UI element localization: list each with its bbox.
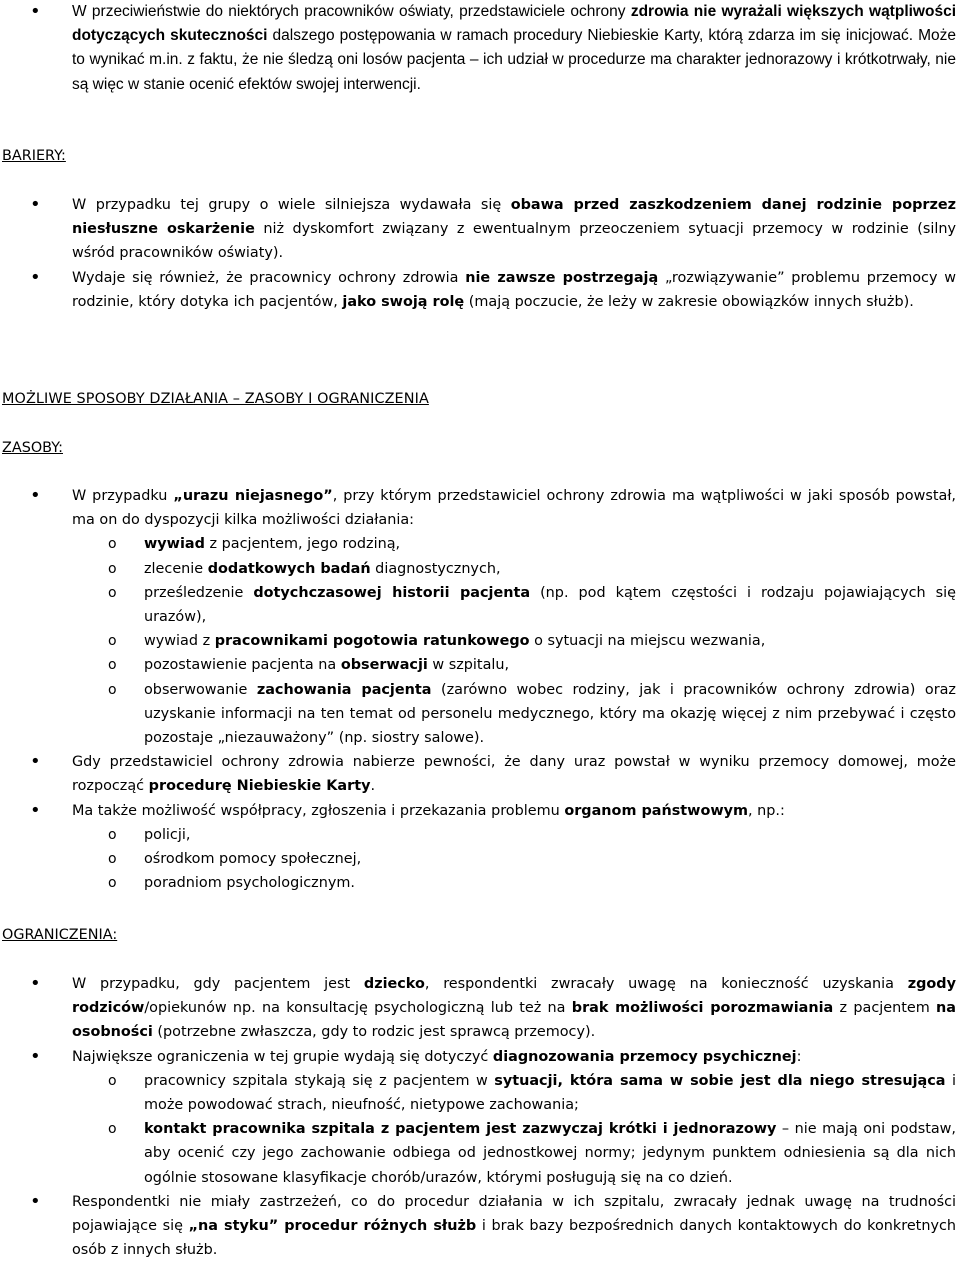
zasoby-sub-item: o wywiad z pacjentem, jego rodziną, [0,532,960,556]
zasoby-sub-item: o pozostawienie pacjenta na obserwacji w szpitalu, [0,653,960,677]
zasoby-label: ZASOBY: [2,440,63,456]
zasoby-organ-item: o poradniom psychologicznym. [0,871,960,895]
ograniczenia-bullet-1: • W przypadku, gdy pacjentem jest dziecko, respondentki zwracały uwagę na konieczność uzyskania zgody rodziców/opiekunów np. na konsultację psychologiczną lub też na brak możliwości porozmawiania z pacjentem na osobności (potrzebne zwłaszcza, gdy to rodzic jest sprawcą przemocy). [0,972,960,1045]
zasoby-bullet-2: • Gdy przedstawiciel ochrony zdrowia nabierze pewności, że dany uraz powstał w wyniku przemocy domowej, może rozpocząć procedurę Niebieskie Karty. [0,750,960,798]
bariery-label: BARIERY: [2,148,66,164]
zasoby-sub-item: o obserwowanie zachowania pacjenta (zarówno wobec rodziny, jak i pracowników ochrony zdrowia) oraz uzyskanie informacji na ten temat od personelu medycznego, który ma okazję więcej z nim przebywać i często pozostaje „niezauważony” (np. siostry salowe). [0,678,960,751]
section-heading: MOŻLIWE SPOSOBY DZIAŁANIA – ZASOBY I OGRANICZENIA [2,391,429,407]
intro-section [0,0,960,97]
zasoby-organ-item: o policji, [0,823,960,847]
zasoby-organ-item: o ośrodkom pomocy społecznej, [0,847,960,871]
zasoby-section [0,484,960,895]
bariery-section [0,193,960,314]
ograniczenia-label: OGRANICZENIA: [2,927,118,943]
zasoby-sub-item: o wywiad z pracownikami pogotowia ratunkowego o sytuacji na miejscu wezwania, [0,629,960,653]
intro-bullet: • W przeciwieństwie do niektórych pracowników oświaty, przedstawiciele ochrony zdrowia nie wyrażali większych wątpliwości dotyczących skuteczności dalszego postępowania w ramach procedury Niebieskie Karty, którą zdarza im się inicjować. Może to wynikać m.in. z faktu, że nie śledzą oni losów pacjenta – ich udział w procedurze ma charakter jednorazowy i krótkotrwały, nie są więc w stanie ocenić efektów swojej interwencji. [0,0,960,97]
zasoby-bullet-3: • Ma także możliwość współpracy, zgłoszenia i przekazania problemu organom państwowym, np.: [0,799,960,823]
ograniczenia-sub-item: o kontakt pracownika szpitala z pacjentem jest zazwyczaj krótki i jednorazowy – nie mają oni podstaw, aby ocenić czy jego zachowanie odbiega od jednostkowej normy; jedynym punktem odniesienia są dla nich ogólnie stosowane klasyfikacje chorób/urazów, którymi posługują się na co dzień. [0,1117,960,1190]
bariery-bullet-2: • Wydaje się również, że pracownicy ochrony zdrowia nie zawsze postrzegają „rozwiązywanie” problemu przemocy w rodzinie, który dotyka ich pacjentów, jako swoją rolę (mają poczucie, że leży w zakresie obowiązków innych służb). [0,266,960,314]
ograniczenia-section [0,972,960,1262]
zasoby-sub-item: o prześledzenie dotychczasowej historii pacjenta (np. pod kątem częstości i rodzaju pojawiających się urazów), [0,581,960,629]
zasoby-sub-item: o zlecenie dodatkowych badań diagnostycznych, [0,557,960,581]
ograniczenia-bullet-2: • Największe ograniczenia w tej grupie wydają się dotyczyć diagnozowania przemocy psychicznej: [0,1045,960,1069]
zasoby-bullet-1: • W przypadku „urazu niejasnego”, przy którym przedstawiciel ochrony zdrowia ma wątpliwości w jaki sposób powstał, ma on do dyspozycji kilka możliwości działania: [0,484,960,532]
ograniczenia-bullet-3: • Respondentki nie miały zastrzeżeń, co do procedur działania w ich szpitalu, zwracały jednak uwagę na trudności pojawiające się „na styku” procedur różnych służb i brak bazy bezpośrednich danych kontaktowych do konkretnych osób z innych służb. [0,1190,960,1263]
ograniczenia-sub-item: o pracownicy szpitala stykają się z pacjentem w sytuacji, która sama w sobie jest dla niego stresująca i może powodować strach, nieufność, nietypowe zachowania; [0,1069,960,1117]
bariery-bullet-1: • W przypadku tej grupy o wiele silniejsza wydawała się obawa przed zaszkodzeniem danej rodzinie poprzez niesłuszne oskarżenie niż dyskomfort związany z ewentualnym przeoczeniem sytuacji przemocy w rodzinie (silny wśród pracowników oświaty). [0,193,960,266]
